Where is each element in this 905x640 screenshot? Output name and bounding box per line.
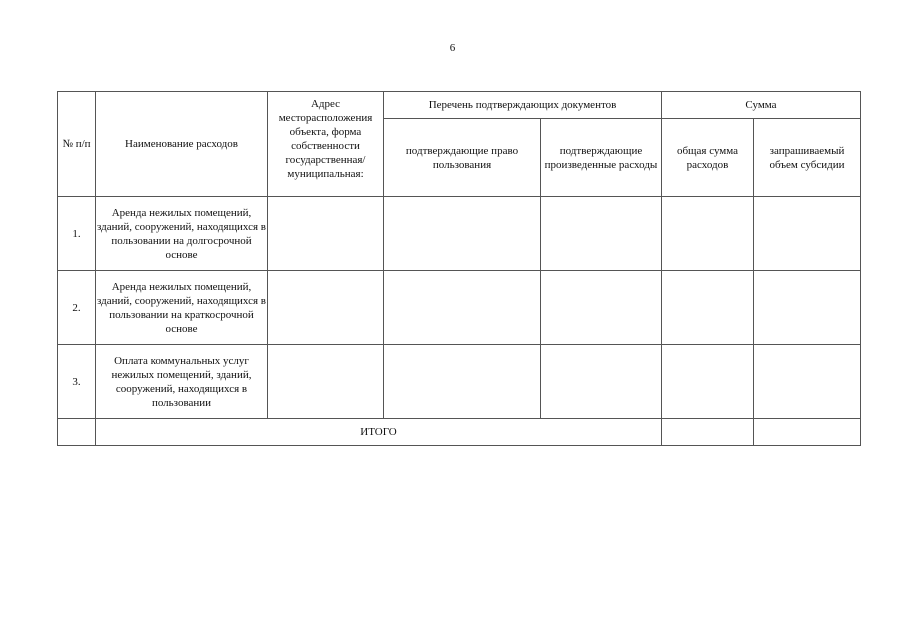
header-sum-total-label: общая сумма расходов [676, 144, 739, 171]
total-number-cell [58, 419, 96, 446]
header-number [58, 92, 96, 197]
header-address [268, 92, 384, 197]
row-address-cell[interactable] [268, 271, 384, 345]
total-label: ИТОГО [96, 419, 662, 446]
row-expense-name: Аренда нежилых помещений, зданий, сооружений, находящихся в пользовании на долгосрочной основе [96, 197, 268, 271]
row-doc-right-cell[interactable] [384, 197, 541, 271]
row-expense-name: Оплата коммунальных услуг нежилых помещений, зданий, сооружений, находящихся в пользовании [96, 345, 268, 419]
header-doc-right [384, 119, 541, 197]
header-sum-subsidy [754, 119, 861, 197]
header-sum-group-label: Сумма [745, 99, 777, 111]
row-sum-total-cell[interactable] [662, 345, 754, 419]
row-sum-subsidy-cell[interactable] [754, 271, 861, 345]
row-number: 2. [58, 271, 96, 345]
header-name-label: Наименование расходов [125, 138, 238, 150]
row-doc-right-cell[interactable] [384, 271, 541, 345]
row-doc-expenses-cell[interactable] [541, 197, 662, 271]
header-doc-right-label: подтверждающие право пользования [405, 144, 519, 171]
total-sum-cell[interactable] [662, 419, 754, 446]
row-expense-name: Аренда нежилых помещений, зданий, сооружений, находящихся в пользовании на краткосрочной основе [96, 271, 268, 345]
header-name [96, 92, 268, 197]
header-doc-expenses [541, 119, 662, 197]
header-address-label: Адрес месторасположения объекта, форма собственности государственная/ муниципальная: [278, 98, 373, 180]
row-sum-subsidy-cell[interactable] [754, 197, 861, 271]
header-documents-group [384, 92, 662, 119]
table-row [58, 345, 861, 419]
row-sum-total-cell[interactable] [662, 197, 754, 271]
row-number: 3. [58, 345, 96, 419]
row-address-cell[interactable] [268, 345, 384, 419]
header-row-top [58, 92, 861, 119]
total-subsidy-cell[interactable] [754, 419, 861, 446]
row-doc-expenses-cell[interactable] [541, 345, 662, 419]
row-sum-total-cell[interactable] [662, 271, 754, 345]
page-number: 6 [449, 42, 456, 54]
header-documents-group-label: Перечень подтверждающих документов [428, 99, 617, 111]
expenses-table [57, 91, 861, 446]
header-sum-total [662, 119, 754, 197]
header-sum-group [662, 92, 861, 119]
header-doc-expenses-label: подтверждающие произведенные расходы [544, 144, 658, 171]
total-row [58, 419, 861, 446]
row-sum-subsidy-cell[interactable] [754, 345, 861, 419]
row-number: 1. [58, 197, 96, 271]
header-sum-subsidy-label: запрашиваемый объем субсидии [769, 144, 845, 171]
row-doc-expenses-cell[interactable] [541, 271, 662, 345]
row-doc-right-cell[interactable] [384, 345, 541, 419]
row-address-cell[interactable] [268, 197, 384, 271]
header-number-label: № п/п [62, 138, 91, 150]
table-row [58, 197, 861, 271]
table-row [58, 271, 861, 345]
